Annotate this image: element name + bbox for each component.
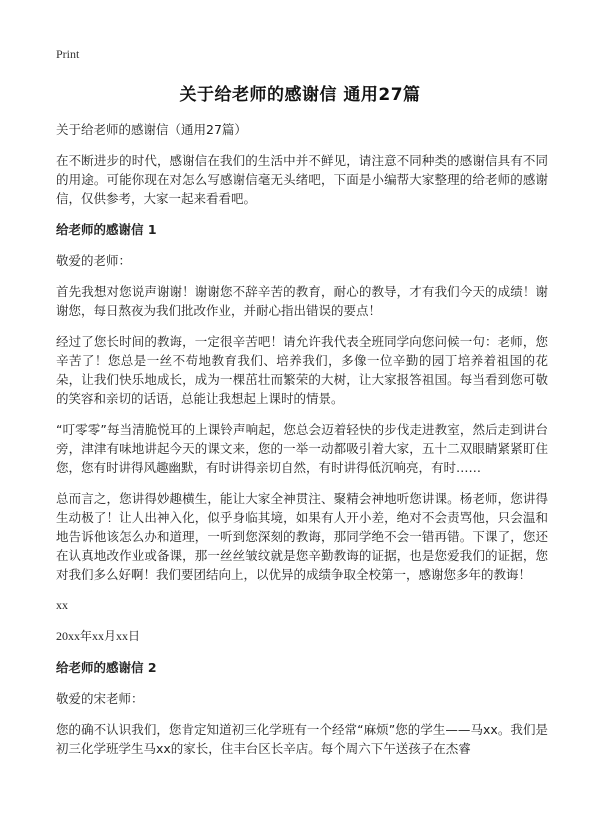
letter-2-heading: 给老师的感谢信 2 [56, 660, 157, 675]
letter-1-paragraph-1: 首先我想对您说声谢谢！谢谢您不辞辛苦的教育，耐心的教导，才有我们今天的成绩！谢谢您，每日熬夜为我们批改作业，并耐心指出错误的要点！ [56, 284, 548, 318]
letter-1-signature-date: 20xx年xx月xx日 [56, 629, 141, 643]
letter-2-paragraph-1: 您的确不认识我们，您肯定知道初三化学班有一个经常“麻烦”您的学生——马xx。我们是初三化学班学生马xx的家长，住丰台区长辛店。每个周六下午送孩子在杰睿 [56, 722, 548, 756]
letter-1-signature-name: xx [56, 598, 68, 612]
document-body [56, 120, 548, 770]
letter-1-paragraph-3: “叮零零”每当清脆悦耳的上课铃声响起，您总会迈着轻快的步伐走进教室，然后走到讲台旁，津津有味地讲起今天的课文来，您的一举一动都吸引着大家，五十二双眼睛紧紧盯住您，您有时讲得风趣幽默，有时讲得亲切自然，有时讲得低沉响亮，有时…… [56, 422, 548, 475]
letter-1-paragraph-4: 总而言之，您讲得妙趣横生，能让大家全神贯注、聚精会神地听您讲课。杨老师，您讲得生动极了！让人出神入化，似乎身临其境，如果有人开小差，绝对不会责骂他，只会温和地告诉他该怎么办和道理，一听到您深刻的教诲，那同学绝不会一错再错。下课了，您还在认真地改作业或备课，那一丝丝皱纹就是您辛勤教诲的证据，也是您爱我们的证据，您对我们多么好啊！我们要团结向上，以优异的成绩争取全校第一，感谢您多年的教诲！ [56, 491, 548, 582]
intro-paragraph: 在不断进步的时代，感谢信在我们的生活中并不鲜见，请注意不同种类的感谢信具有不同的用途。可能你现在对怎么写感谢信毫无头绪吧，下面是小编帮大家整理的给老师的感谢信，仅供参考，大家一起来看看吧。 [56, 153, 548, 206]
letter-1-greeting: 敬爱的老师： [56, 253, 132, 268]
letter-1-heading: 给老师的感谢信 1 [56, 222, 157, 237]
letter-1-paragraph-2: 经过了您长时间的教诲，一定很辛苦吧！请允许我代表全班同学向您问候一句：老师，您辛苦了！您总是一丝不苟地教育我们、培养我们，多像一位辛勤的园丁培养着祖国的花朵，让我们快乐地成长，成为一棵茁壮而繁荣的大树，让大家报答祖国。每当看到您可敬的笑容和亲切的话语，总能让我想起上课时的情景。 [56, 334, 548, 406]
document-subtitle: 关于给老师的感谢信（通用27篇） [56, 122, 247, 137]
letter-2-greeting: 敬爱的宋老师： [56, 691, 144, 706]
page-title: 关于给老师的感谢信 通用27篇 [179, 85, 421, 105]
print-label: Print [56, 47, 80, 61]
